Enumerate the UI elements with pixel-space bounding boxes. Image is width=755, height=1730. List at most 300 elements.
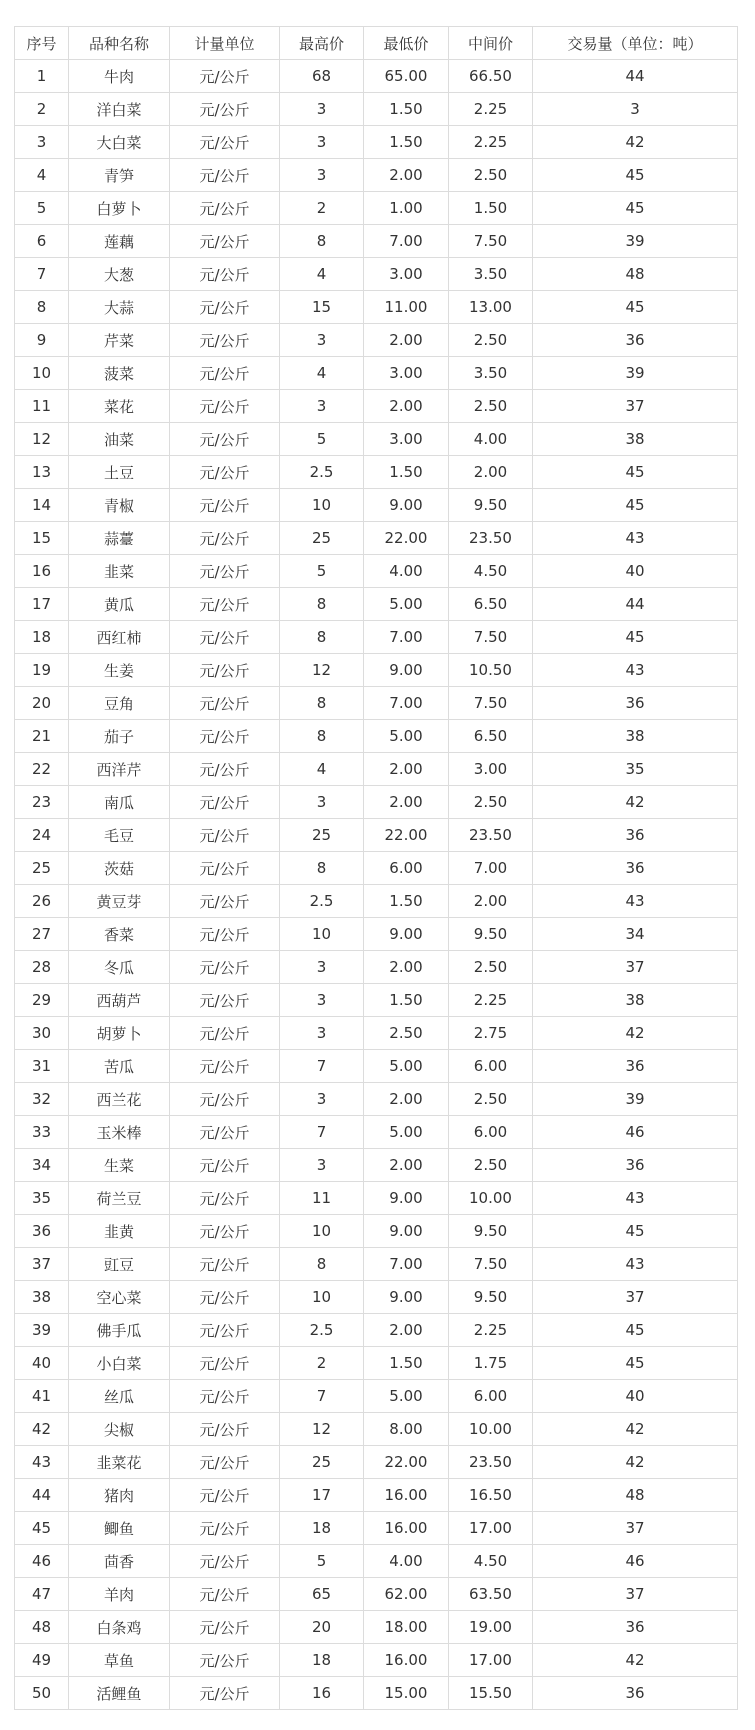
cell-max-price: 3 [280,1149,364,1182]
cell-unit: 元/公斤 [170,753,280,786]
cell-volume: 45 [533,456,738,489]
cell-min-price: 22.00 [364,819,449,852]
table-row [15,489,738,522]
cell-index: 37 [15,1248,69,1281]
cell-volume: 39 [533,357,738,390]
cell-volume: 45 [533,192,738,225]
cell-mid-price: 2.00 [449,456,533,489]
cell-volume: 37 [533,1281,738,1314]
cell-volume: 36 [533,324,738,357]
cell-max-price: 11 [280,1182,364,1215]
cell-index: 50 [15,1677,69,1710]
table-row [15,555,738,588]
cell-mid-price: 10.00 [449,1413,533,1446]
cell-item-name: 菜花 [69,390,170,423]
cell-index: 10 [15,357,69,390]
cell-item-name: 青椒 [69,489,170,522]
cell-mid-price: 23.50 [449,522,533,555]
table-row [15,654,738,687]
cell-unit: 元/公斤 [170,720,280,753]
cell-unit: 元/公斤 [170,1446,280,1479]
cell-max-price: 8 [280,1248,364,1281]
cell-min-price: 2.00 [364,159,449,192]
cell-unit: 元/公斤 [170,1380,280,1413]
table-row [15,1479,738,1512]
table-row [15,885,738,918]
cell-unit: 元/公斤 [170,1644,280,1677]
cell-mid-price: 23.50 [449,1446,533,1479]
cell-index: 40 [15,1347,69,1380]
cell-index: 31 [15,1050,69,1083]
cell-max-price: 5 [280,1545,364,1578]
table-row [15,1512,738,1545]
table-row [15,522,738,555]
table-row [15,60,738,93]
cell-item-name: 西洋芹 [69,753,170,786]
cell-mid-price: 6.50 [449,588,533,621]
table-row [15,753,738,786]
table-row [15,1248,738,1281]
cell-index: 42 [15,1413,69,1446]
cell-mid-price: 17.00 [449,1512,533,1545]
cell-max-price: 3 [280,93,364,126]
cell-index: 2 [15,93,69,126]
cell-min-price: 2.00 [364,1083,449,1116]
cell-item-name: 南瓜 [69,786,170,819]
table-row [15,1446,738,1479]
header-item-name: 品种名称 [69,27,170,60]
cell-max-price: 8 [280,687,364,720]
cell-mid-price: 3.50 [449,258,533,291]
cell-mid-price: 7.50 [449,621,533,654]
cell-unit: 元/公斤 [170,1083,280,1116]
cell-unit: 元/公斤 [170,489,280,522]
cell-item-name: 西红柿 [69,621,170,654]
cell-mid-price: 4.50 [449,555,533,588]
cell-min-price: 2.00 [364,786,449,819]
cell-item-name: 茴香 [69,1545,170,1578]
cell-mid-price: 2.25 [449,984,533,1017]
cell-unit: 元/公斤 [170,918,280,951]
cell-item-name: 豇豆 [69,1248,170,1281]
cell-mid-price: 2.00 [449,885,533,918]
cell-volume: 45 [533,1314,738,1347]
cell-volume: 48 [533,1479,738,1512]
cell-item-name: 洋白菜 [69,93,170,126]
table-row [15,126,738,159]
cell-item-name: 生姜 [69,654,170,687]
cell-item-name: 苦瓜 [69,1050,170,1083]
cell-max-price: 10 [280,1215,364,1248]
cell-unit: 元/公斤 [170,159,280,192]
cell-max-price: 3 [280,159,364,192]
cell-unit: 元/公斤 [170,192,280,225]
cell-index: 7 [15,258,69,291]
header-volume: 交易量（单位：吨） [533,27,738,60]
cell-item-name: 茄子 [69,720,170,753]
cell-item-name: 尖椒 [69,1413,170,1446]
cell-unit: 元/公斤 [170,1314,280,1347]
cell-volume: 36 [533,1611,738,1644]
table-row [15,687,738,720]
cell-index: 4 [15,159,69,192]
cell-index: 26 [15,885,69,918]
cell-unit: 元/公斤 [170,1017,280,1050]
cell-item-name: 空心菜 [69,1281,170,1314]
table-row [15,984,738,1017]
cell-mid-price: 2.25 [449,126,533,159]
cell-item-name: 羊肉 [69,1578,170,1611]
cell-max-price: 7 [280,1116,364,1149]
table-row [15,456,738,489]
cell-volume: 43 [533,522,738,555]
cell-max-price: 10 [280,489,364,522]
table-row [15,1380,738,1413]
cell-volume: 37 [533,390,738,423]
cell-volume: 48 [533,258,738,291]
cell-item-name: 小白菜 [69,1347,170,1380]
table-row [15,192,738,225]
cell-max-price: 20 [280,1611,364,1644]
table-body [15,60,738,1710]
cell-index: 34 [15,1149,69,1182]
cell-mid-price: 6.00 [449,1116,533,1149]
cell-max-price: 8 [280,720,364,753]
table-row [15,1677,738,1710]
table-row [15,819,738,852]
cell-item-name: 大蒜 [69,291,170,324]
cell-index: 47 [15,1578,69,1611]
table-row [15,357,738,390]
cell-mid-price: 6.00 [449,1050,533,1083]
cell-volume: 36 [533,1677,738,1710]
cell-index: 19 [15,654,69,687]
cell-unit: 元/公斤 [170,93,280,126]
cell-unit: 元/公斤 [170,225,280,258]
cell-max-price: 8 [280,225,364,258]
cell-index: 22 [15,753,69,786]
cell-unit: 元/公斤 [170,984,280,1017]
cell-unit: 元/公斤 [170,1248,280,1281]
cell-min-price: 65.00 [364,60,449,93]
cell-min-price: 15.00 [364,1677,449,1710]
cell-mid-price: 2.50 [449,390,533,423]
cell-index: 27 [15,918,69,951]
cell-max-price: 4 [280,258,364,291]
cell-min-price: 16.00 [364,1644,449,1677]
cell-mid-price: 63.50 [449,1578,533,1611]
cell-min-price: 7.00 [364,621,449,654]
cell-max-price: 8 [280,588,364,621]
cell-min-price: 5.00 [364,1050,449,1083]
cell-index: 29 [15,984,69,1017]
cell-unit: 元/公斤 [170,1347,280,1380]
cell-min-price: 11.00 [364,291,449,324]
cell-volume: 36 [533,1050,738,1083]
cell-max-price: 7 [280,1050,364,1083]
cell-unit: 元/公斤 [170,357,280,390]
cell-volume: 45 [533,1347,738,1380]
cell-max-price: 3 [280,390,364,423]
cell-min-price: 7.00 [364,1248,449,1281]
table-row [15,1578,738,1611]
cell-item-name: 豆角 [69,687,170,720]
cell-min-price: 3.00 [364,258,449,291]
cell-mid-price: 6.00 [449,1380,533,1413]
table-row [15,1644,738,1677]
cell-index: 12 [15,423,69,456]
cell-min-price: 18.00 [364,1611,449,1644]
table-row [15,1182,738,1215]
cell-unit: 元/公斤 [170,621,280,654]
cell-mid-price: 7.50 [449,1248,533,1281]
cell-mid-price: 1.50 [449,192,533,225]
cell-item-name: 西兰花 [69,1083,170,1116]
header-index: 序号 [15,27,69,60]
cell-item-name: 丝瓜 [69,1380,170,1413]
cell-min-price: 5.00 [364,588,449,621]
cell-item-name: 牛肉 [69,60,170,93]
table-row [15,720,738,753]
table-row [15,390,738,423]
cell-unit: 元/公斤 [170,291,280,324]
cell-max-price: 7 [280,1380,364,1413]
cell-volume: 44 [533,588,738,621]
cell-max-price: 3 [280,1017,364,1050]
cell-index: 41 [15,1380,69,1413]
table-row [15,1149,738,1182]
cell-unit: 元/公斤 [170,390,280,423]
cell-unit: 元/公斤 [170,126,280,159]
cell-volume: 43 [533,1182,738,1215]
cell-max-price: 4 [280,357,364,390]
cell-min-price: 2.00 [364,390,449,423]
table-row [15,621,738,654]
header-row [15,27,738,60]
cell-max-price: 18 [280,1644,364,1677]
cell-item-name: 毛豆 [69,819,170,852]
cell-volume: 42 [533,786,738,819]
cell-volume: 42 [533,1446,738,1479]
cell-mid-price: 23.50 [449,819,533,852]
cell-volume: 36 [533,852,738,885]
cell-volume: 37 [533,951,738,984]
cell-volume: 43 [533,654,738,687]
cell-min-price: 2.00 [364,1314,449,1347]
cell-unit: 元/公斤 [170,1149,280,1182]
cell-index: 46 [15,1545,69,1578]
cell-volume: 34 [533,918,738,951]
cell-max-price: 16 [280,1677,364,1710]
table-row [15,1050,738,1083]
cell-min-price: 2.00 [364,753,449,786]
table-row [15,291,738,324]
cell-unit: 元/公斤 [170,258,280,291]
cell-max-price: 18 [280,1512,364,1545]
table-row [15,1116,738,1149]
cell-unit: 元/公斤 [170,1215,280,1248]
cell-max-price: 12 [280,654,364,687]
cell-index: 5 [15,192,69,225]
cell-mid-price: 2.50 [449,1149,533,1182]
cell-index: 8 [15,291,69,324]
cell-index: 15 [15,522,69,555]
cell-mid-price: 3.00 [449,753,533,786]
cell-max-price: 15 [280,291,364,324]
cell-unit: 元/公斤 [170,1545,280,1578]
cell-min-price: 2.00 [364,324,449,357]
cell-mid-price: 13.00 [449,291,533,324]
cell-min-price: 1.00 [364,192,449,225]
cell-volume: 36 [533,1149,738,1182]
table-row [15,225,738,258]
cell-item-name: 猪肉 [69,1479,170,1512]
cell-volume: 44 [533,60,738,93]
cell-unit: 元/公斤 [170,1512,280,1545]
cell-index: 21 [15,720,69,753]
cell-volume: 37 [533,1578,738,1611]
cell-item-name: 生菜 [69,1149,170,1182]
table-row [15,1545,738,1578]
table-row [15,1083,738,1116]
cell-volume: 42 [533,1413,738,1446]
cell-index: 20 [15,687,69,720]
cell-volume: 45 [533,621,738,654]
cell-mid-price: 9.50 [449,918,533,951]
cell-min-price: 22.00 [364,522,449,555]
cell-volume: 42 [533,1644,738,1677]
cell-item-name: 西葫芦 [69,984,170,1017]
table-row [15,423,738,456]
cell-index: 43 [15,1446,69,1479]
cell-item-name: 黄豆芽 [69,885,170,918]
cell-max-price: 2 [280,192,364,225]
cell-max-price: 65 [280,1578,364,1611]
cell-mid-price: 19.00 [449,1611,533,1644]
cell-volume: 42 [533,1017,738,1050]
cell-max-price: 3 [280,126,364,159]
cell-mid-price: 7.50 [449,687,533,720]
table-row [15,1347,738,1380]
cell-item-name: 芹菜 [69,324,170,357]
cell-mid-price: 9.50 [449,1215,533,1248]
cell-unit: 元/公斤 [170,522,280,555]
cell-min-price: 6.00 [364,852,449,885]
table-row [15,258,738,291]
table-row [15,1017,738,1050]
cell-min-price: 2.00 [364,951,449,984]
cell-unit: 元/公斤 [170,60,280,93]
cell-max-price: 3 [280,786,364,819]
cell-volume: 40 [533,1380,738,1413]
cell-unit: 元/公斤 [170,1578,280,1611]
cell-index: 28 [15,951,69,984]
cell-min-price: 3.00 [364,423,449,456]
cell-max-price: 3 [280,984,364,1017]
cell-min-price: 3.00 [364,357,449,390]
cell-min-price: 1.50 [364,885,449,918]
cell-min-price: 9.00 [364,654,449,687]
cell-item-name: 活鲤鱼 [69,1677,170,1710]
cell-unit: 元/公斤 [170,588,280,621]
cell-index: 24 [15,819,69,852]
cell-volume: 46 [533,1116,738,1149]
cell-min-price: 9.00 [364,1281,449,1314]
cell-volume: 39 [533,1083,738,1116]
cell-index: 14 [15,489,69,522]
cell-volume: 38 [533,423,738,456]
cell-min-price: 5.00 [364,1116,449,1149]
cell-max-price: 10 [280,1281,364,1314]
cell-index: 38 [15,1281,69,1314]
cell-mid-price: 3.50 [449,357,533,390]
cell-mid-price: 16.50 [449,1479,533,1512]
cell-unit: 元/公斤 [170,456,280,489]
cell-item-name: 蒜薹 [69,522,170,555]
cell-mid-price: 1.75 [449,1347,533,1380]
cell-volume: 37 [533,1512,738,1545]
cell-min-price: 2.00 [364,1149,449,1182]
cell-item-name: 大白菜 [69,126,170,159]
cell-volume: 36 [533,687,738,720]
cell-item-name: 油菜 [69,423,170,456]
cell-item-name: 佛手瓜 [69,1314,170,1347]
table-row [15,1215,738,1248]
cell-index: 36 [15,1215,69,1248]
cell-min-price: 9.00 [364,1182,449,1215]
cell-index: 23 [15,786,69,819]
cell-mid-price: 17.00 [449,1644,533,1677]
table-row [15,918,738,951]
cell-volume: 43 [533,885,738,918]
cell-item-name: 白条鸡 [69,1611,170,1644]
cell-unit: 元/公斤 [170,1479,280,1512]
cell-max-price: 3 [280,1083,364,1116]
cell-min-price: 1.50 [364,1347,449,1380]
table-row [15,1281,738,1314]
cell-min-price: 4.00 [364,1545,449,1578]
cell-mid-price: 2.25 [449,93,533,126]
cell-mid-price: 4.00 [449,423,533,456]
cell-max-price: 25 [280,522,364,555]
cell-unit: 元/公斤 [170,555,280,588]
cell-index: 33 [15,1116,69,1149]
cell-min-price: 22.00 [364,1446,449,1479]
cell-mid-price: 2.50 [449,951,533,984]
cell-item-name: 冬瓜 [69,951,170,984]
cell-mid-price: 2.50 [449,1083,533,1116]
cell-unit: 元/公斤 [170,1182,280,1215]
cell-index: 16 [15,555,69,588]
cell-mid-price: 2.75 [449,1017,533,1050]
cell-unit: 元/公斤 [170,1611,280,1644]
table-row [15,951,738,984]
cell-min-price: 1.50 [364,984,449,1017]
cell-mid-price: 9.50 [449,1281,533,1314]
cell-index: 6 [15,225,69,258]
table-row [15,159,738,192]
cell-item-name: 韭菜花 [69,1446,170,1479]
cell-unit: 元/公斤 [170,324,280,357]
cell-volume: 43 [533,1248,738,1281]
cell-volume: 45 [533,291,738,324]
cell-unit: 元/公斤 [170,951,280,984]
table-row [15,1413,738,1446]
cell-item-name: 韭菜 [69,555,170,588]
cell-min-price: 2.50 [364,1017,449,1050]
cell-volume: 45 [533,489,738,522]
header-unit: 计量单位 [170,27,280,60]
